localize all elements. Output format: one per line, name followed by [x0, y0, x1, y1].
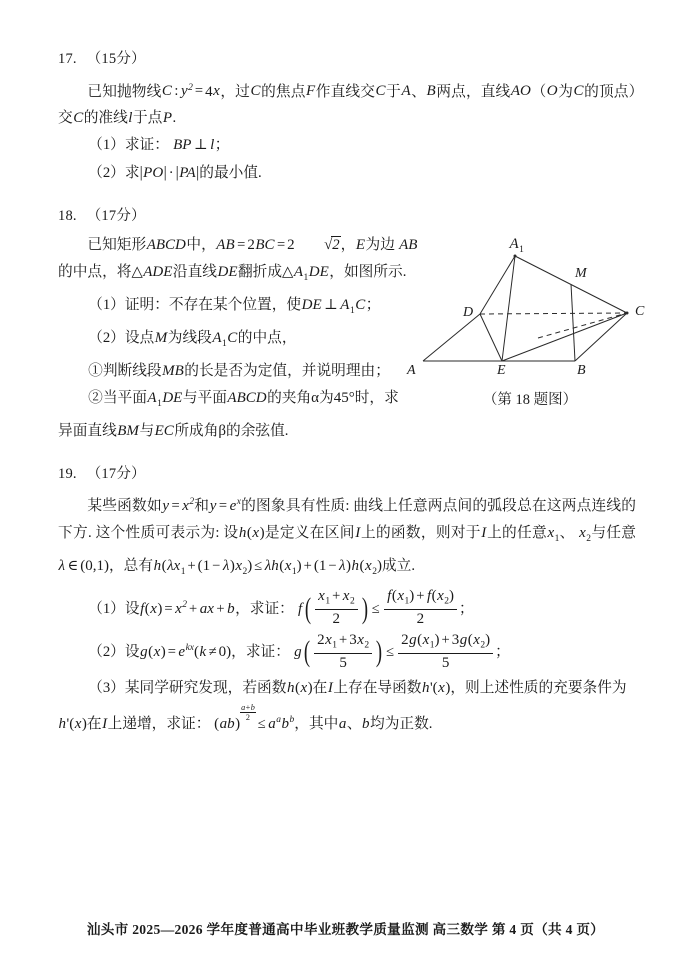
q19-part-2-label: （2） — [88, 644, 125, 661]
q19-part-3-label: （3） — [88, 679, 125, 696]
figure-label-M: M — [575, 266, 587, 281]
q19-part-1-label: （1） — [88, 600, 125, 617]
q19-heading — [58, 467, 636, 482]
q18-stem-column — [58, 232, 418, 418]
edge-E-C — [502, 313, 627, 361]
edge-M-B — [571, 284, 575, 361]
q17-number: 17. — [58, 51, 77, 67]
figure-label-E: E — [497, 363, 506, 378]
q19-number: 19. — [58, 465, 77, 482]
q17-part-2: （2）求|PO| · |PA|的最小值. — [88, 164, 262, 182]
edge-D-C-dashed — [480, 313, 627, 314]
q18-part-2: （2）设点M为线段$A_1C$的中点， — [88, 329, 297, 349]
q18-part-1: （1）证明：不存在某个位置，使DE ⊥ $A_1C$； — [88, 296, 381, 316]
figure-label-D: D — [463, 305, 474, 320]
q18-heading — [58, 209, 636, 224]
q17-part-1-label: （1） — [88, 137, 125, 154]
q18-figure — [405, 228, 655, 418]
vertex-dot-C — [626, 312, 629, 315]
q18-figure-svg — [405, 228, 655, 383]
q17-score: （15分） — [86, 51, 146, 67]
q18-part-2-label: （2） — [88, 329, 125, 346]
q18-part-1-label: （1） — [88, 296, 125, 313]
q19-part-3: （3）某同学研究发现，若函数h(x)在I上存在导函数h'(x)，则上述性质的充要条件为 — [88, 679, 627, 696]
q18-part-2b-label: ② — [88, 389, 103, 406]
q19-part-2: （2）设$g(x) = e^{kx}(k \ne 0)$，求证： g( $\frac{2x_1 + 3x_2}{5}$ ) ≤ $\frac{2g(x_1) + 3g(x_2)}{5}$ ； — [88, 631, 510, 671]
figure-dashed-edges — [480, 313, 627, 338]
q18-stem: 已知矩形ABCD中，AB = 2BC = 2 √2，E为边 AB的中点，将△ADE沿直线DE翻折成$\triangle A_1DE$，如图所示. — [58, 236, 418, 283]
q17-part-2-label: （2） — [88, 165, 125, 182]
q17-part-1: （1）求证： BP ⊥ l； — [88, 137, 230, 154]
edge-A-D — [423, 314, 480, 361]
figure-label-A1: $A_1$ — [509, 236, 524, 255]
figure-label-A: A — [407, 363, 416, 378]
figure-label-B: B — [577, 363, 586, 378]
q18-part-2a: ①判断线段MB的长是否为定值，并说明理由； — [88, 362, 390, 379]
page-footer: 汕头市 2025—2026 学年度普通高中毕业班教学质量监测 高三数学 第 4 页（共 4 页） — [86, 922, 605, 937]
q18-number: 18. — [58, 208, 77, 225]
q18-score: （17分） — [86, 208, 146, 225]
vertex-dot-A1 — [514, 255, 517, 258]
q18-part-2a-label: ① — [88, 362, 103, 379]
figure-solid-edges — [423, 256, 627, 361]
edge-D-E — [480, 314, 502, 361]
q18-part-2b-cont: 异面直线BM与EC所成角β的余弦值. — [58, 422, 289, 439]
q18-figure-caption: （第 18 题图） — [482, 392, 578, 408]
q17-stem: 已知抛物线C : $y^2 = 4x$，过C的焦点F作直线交C于A、B两点，直线AO（O为C的顶点）交C的准线l于点P. — [58, 82, 636, 127]
q19-stem: 某些函数如$y = x^2$和$y = e^x$的图象具有性质: 曲线上任意两点间的弧段总在这两点连线的下方. 这个性质可表示为: 设h(x)是定义在区间I上的函数，则对于I上的任意$x_1$、 $x_2$与任意λ ∈ (0,1)，总有$h(\lambda x_1 + (1 - \lambda)x_2) \le \lambda h(x_1) + (1 - \lambda)h(x_2)$成立. — [58, 497, 636, 577]
q17-heading — [58, 52, 636, 67]
q19-score: （17分） — [86, 465, 146, 482]
q19-part-1: （1）设$f(x) = x^2$ + ax + b，求证： f( $\frac{x_1 + x_2}{2}$ ) ≤ $\frac{f(x_1) + f(x_2)}{2}$ ； — [88, 588, 474, 628]
q19-part-3-cont: h'(x)在I上递增，求证： (ab) $\frac{a+b}{2}$ ≤ $a^ab^b$，其中a、b均为正数. — [58, 702, 433, 732]
edge-D-A1 — [480, 256, 515, 314]
question-19 — [58, 467, 636, 741]
figure-label-C: C — [635, 304, 645, 319]
edge-A1-E — [502, 256, 515, 361]
question-17 — [58, 52, 636, 187]
q18-part-2b: ②当平面$A_1DE$与平面ABCD的夹角α为45°时，求 — [88, 389, 399, 409]
